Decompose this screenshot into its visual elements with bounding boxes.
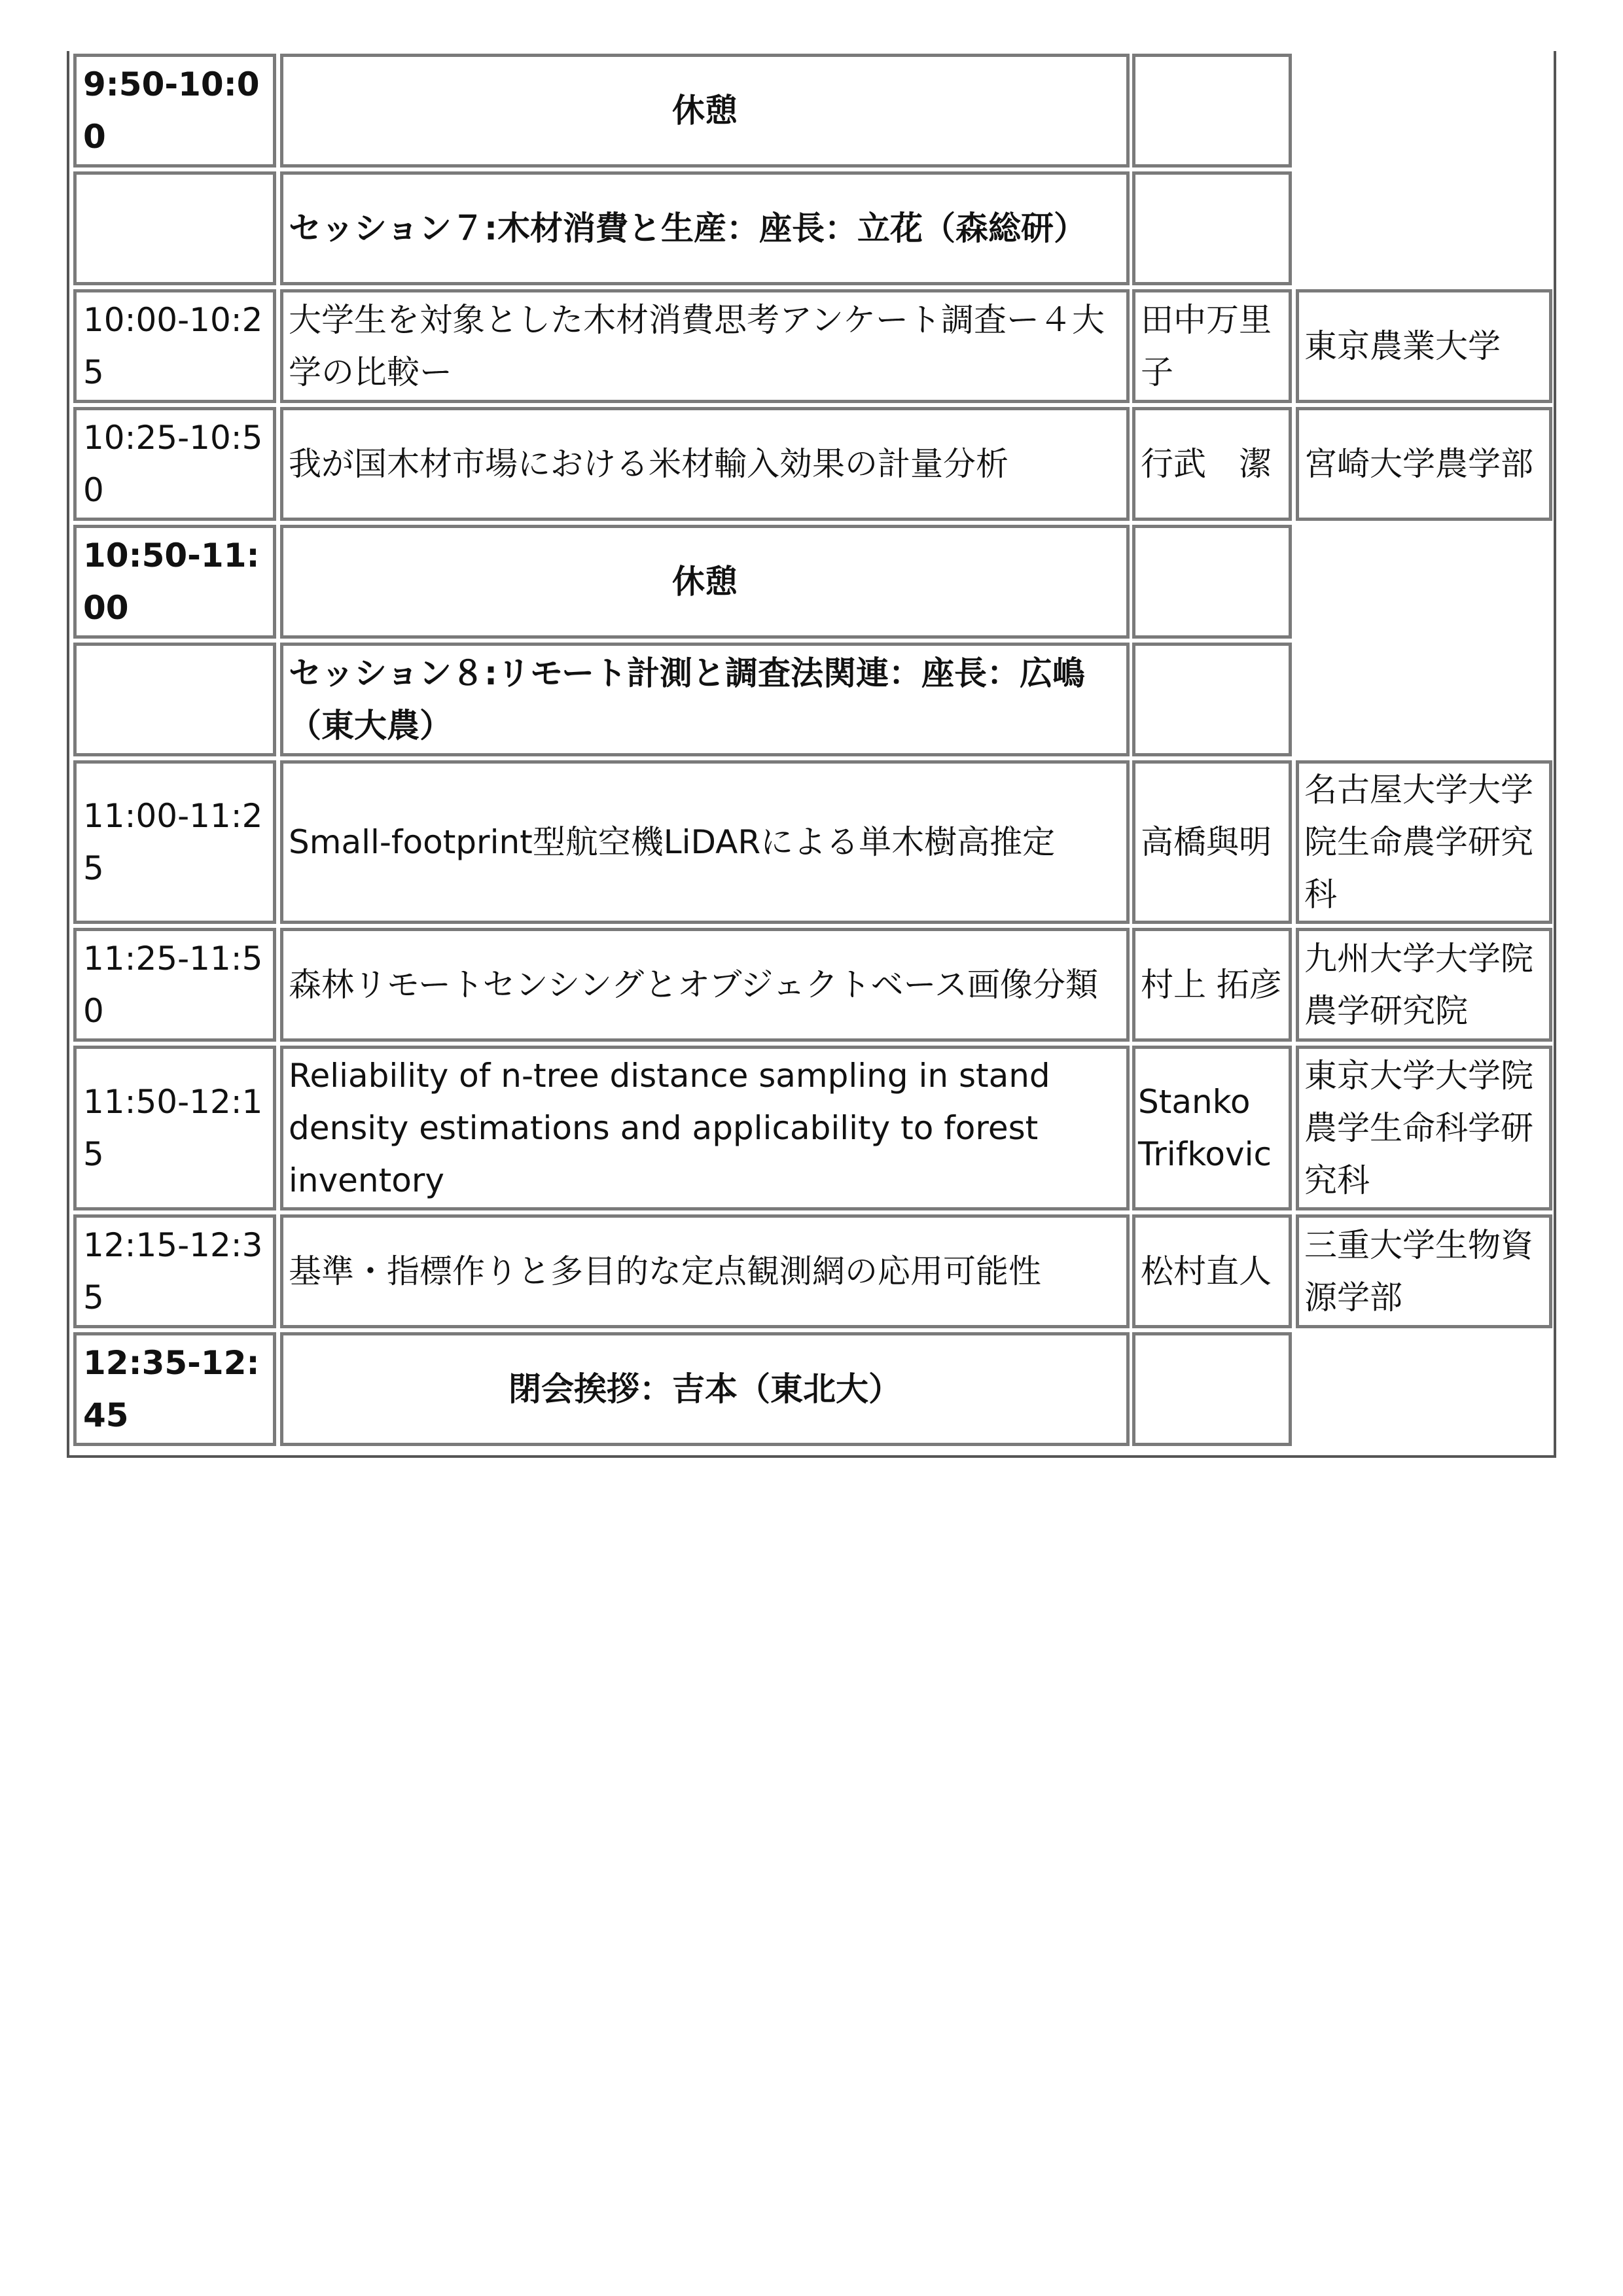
affiliation-cell: 宮崎大学農学部 [1296, 407, 1552, 521]
presenter-cell: 行武 潔 [1132, 407, 1292, 521]
time-cell: 12:35-12:45 [73, 1332, 276, 1446]
talk-title-cell: Small-footprint型航空機LiDARによる単木樹高推定 [280, 760, 1130, 924]
break-title-cell: 休憩 [280, 54, 1130, 168]
presenter-cell: Stanko Trifkovic [1132, 1046, 1292, 1210]
time-cell: 10:00-10:25 [73, 289, 276, 403]
presenter-cell: 村上 拓彦 [1132, 928, 1292, 1042]
affiliation-cell: 東京大学大学院農学生命科学研究科 [1296, 1046, 1552, 1210]
time-cell: 10:50-11:00 [73, 525, 276, 639]
time-cell-empty [73, 643, 276, 756]
time-cell: 10:25-10:50 [73, 407, 276, 521]
time-cell: 9:50-10:00 [73, 54, 276, 168]
presenter-cell-empty [1132, 54, 1292, 168]
time-cell: 12:15-12:35 [73, 1214, 276, 1328]
presenter-cell: 松村直人 [1132, 1214, 1292, 1328]
affiliation-cell: 名古屋大学大学院生命農学研究科 [1296, 760, 1552, 924]
talk-title-cell: 基準・指標作りと多目的な定点観測網の応用可能性 [280, 1214, 1130, 1328]
time-cell: 11:50-12:15 [73, 1046, 276, 1210]
session-header-cell: セッション８:リモート計測と調査法関連：座長：広嶋（東大農） [280, 643, 1130, 756]
time-cell-empty [73, 171, 276, 285]
session-header-cell: セッション７:木材消費と生産：座長：立花（森総研） [280, 171, 1130, 285]
presenter-cell: 田中万里子 [1132, 289, 1292, 403]
affiliation-cell: 三重大学生物資源学部 [1296, 1214, 1552, 1328]
presenter-cell: 高橋與明 [1132, 760, 1292, 924]
presenter-cell-empty [1132, 525, 1292, 639]
talk-title-cell: 大学生を対象とした木材消費思考アンケート調査ー４大学の比較ー [280, 289, 1130, 403]
affiliation-cell: 九州大学大学院農学研究院 [1296, 928, 1552, 1042]
talk-title-cell: 我が国木材市場における米材輸入効果の計量分析 [280, 407, 1130, 521]
presenter-cell-empty [1132, 643, 1292, 756]
affiliation-cell: 東京農業大学 [1296, 289, 1552, 403]
talk-title-cell: Reliability of n-tree distance sampling in stand density estimations and applicability to forest inventory [280, 1046, 1130, 1210]
talk-title-cell: 森林リモートセンシングとオブジェクトベース画像分類 [280, 928, 1130, 1042]
presenter-cell-empty [1132, 1332, 1292, 1446]
closing-title-cell: 閉会挨拶：吉本（東北大） [280, 1332, 1130, 1446]
time-cell: 11:00-11:25 [73, 760, 276, 924]
time-cell: 11:25-11:50 [73, 928, 276, 1042]
presenter-cell-empty [1132, 171, 1292, 285]
break-title-cell: 休憩 [280, 525, 1130, 639]
